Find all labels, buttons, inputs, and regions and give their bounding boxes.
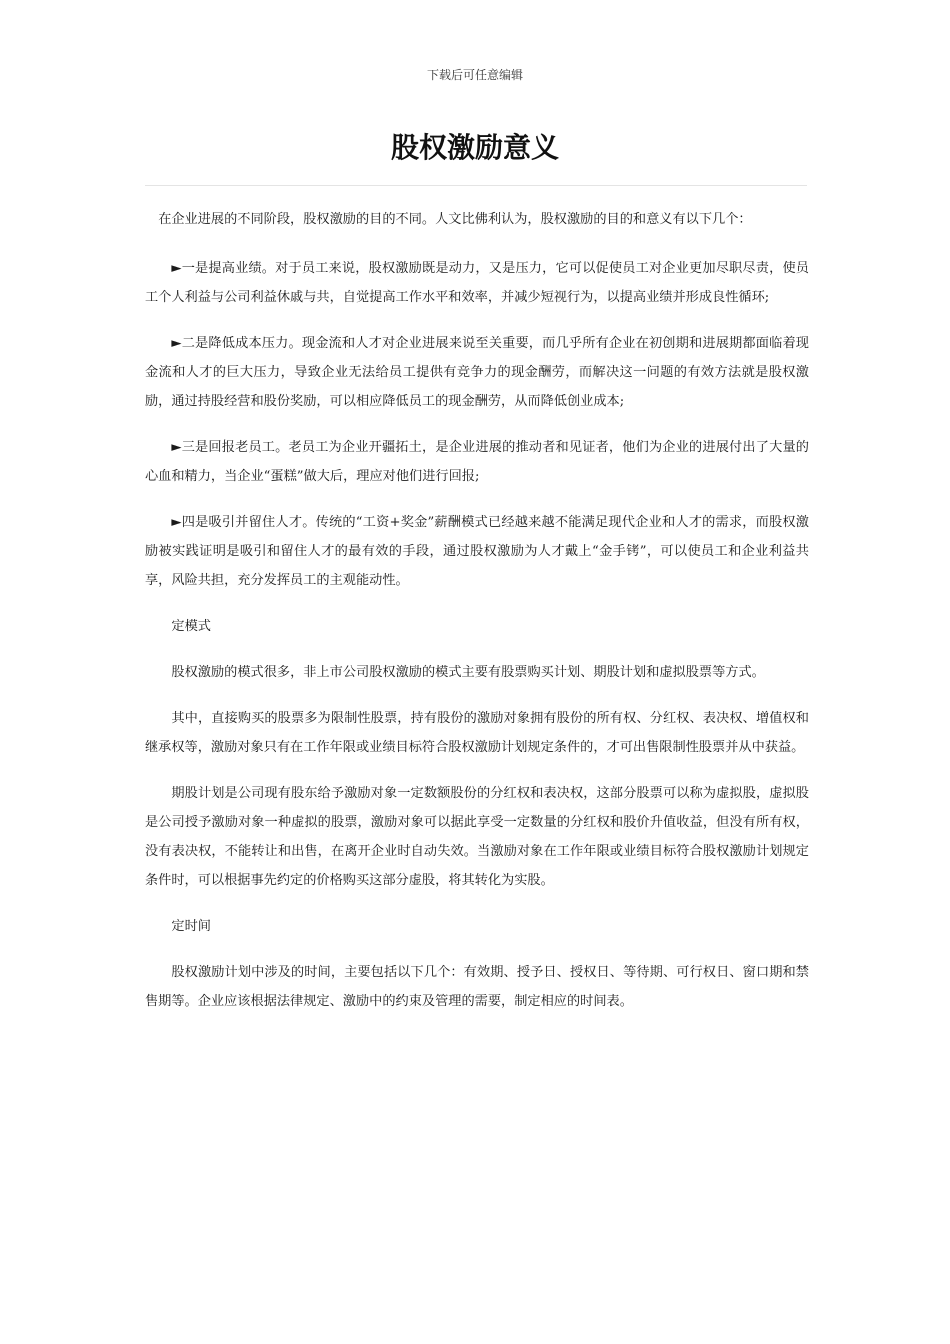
option-plan-paragraph: 期股计划是公司现有股东给予激励对象一定数额股份的分红权和表决权，这部分股票可以称为虚拟股，虚拟股是公司授予激励对象一种虚拟的股票，激励对象可以据此享受一定数量的分红权和股价升值收益，但没有所有权，没有表决权，不能转让和出售，在离开企业时自动失效。当激励对象在工作年限或业绩目标符合股权激励计划规定条件时，可以根据事先约定的价格购买这部分虚股，将其转化为实股。	[145, 786, 809, 888]
intro-paragraph: 在企业进展的不同阶段，股权激励的目的不同。人文比佛利认为，股权激励的目的和意义有以下几个：	[158, 212, 752, 227]
point-4-paragraph: ►四是吸引并留住人才。传统的“工资+奖金”薪酬模式已经越来越不能满足现代企业和人才的需求，而股权激励被实践证明是吸引和留住人才的最有效的手段，通过股权激励为人才戴上“金手铐”，可以使员工和企业利益共享，风险共担，充分发挥员工的主观能动性。	[145, 515, 809, 588]
download-note: 下载后可任意编辑	[426, 68, 523, 82]
point-2-paragraph: ►二是降低成本压力。现金流和人才对企业进展来说至关重要，而几乎所有企业在初创期和进展期都面临着现金流和人才的巨大压力，导致企业无法给员工提供有竞争力的现金酬劳，而解决这一问题的有效方法就是股权激励，通过持股经营和股份奖励，可以相应降低员工的现金酬劳，从而降低创业成本;	[145, 336, 809, 409]
title-divider	[145, 185, 807, 186]
timeline-paragraph: 股权激励计划中涉及的时间，主要包括以下几个：有效期、授予日、授权日、等待期、可行权日、窗口期和禁售期等。企业应该根据法律规定、激励中的约束及管理的需要，制定相应的时间表。	[145, 965, 809, 1009]
document-title: 股权激励意义	[390, 131, 559, 164]
mode-paragraph: 股权激励的模式很多，非上市公司股权激励的模式主要有股票购买计划、期股计划和虚拟股票等方式。	[171, 665, 765, 680]
section-heading-mode: 定模式	[171, 619, 211, 634]
document-body	[145, 205, 809, 1033]
section-heading-time: 定时间	[171, 919, 211, 934]
restricted-stock-paragraph: 其中，直接购买的股票多为限制性股票，持有股份的激励对象拥有股份的所有权、分红权、表决权、增值权和继承权等，激励对象只有在工作年限或业绩目标符合股权激励计划规定条件的，才可出售限制性股票并从中获益。	[145, 711, 809, 755]
point-3-paragraph: ►三是回报老员工。老员工为企业开疆拓土，是企业进展的推动者和见证者，他们为企业的进展付出了大量的心血和精力，当企业“蛋糕”做大后，理应对他们进行回报;	[145, 440, 809, 484]
point-1-paragraph: ►一是提高业绩。对于员工来说，股权激励既是动力，又是压力，它可以促使员工对企业更加尽职尽责，使员工个人利益与公司利益休戚与共，自觉提高工作水平和效率，并减少短视行为，以提高业绩并形成良性循环;	[145, 261, 809, 305]
